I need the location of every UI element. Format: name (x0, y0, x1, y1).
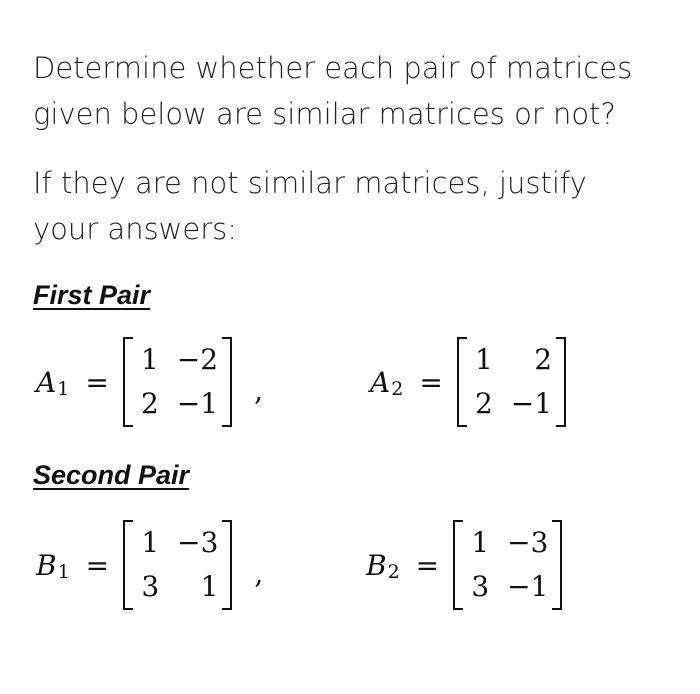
left-bracket (123, 337, 133, 427)
matrix-subscript: 1 (57, 561, 70, 583)
right-bracket (556, 337, 566, 427)
right-bracket (552, 520, 562, 610)
matrix-cell: −1 (507, 570, 549, 603)
matrix-cell: −1 (176, 387, 219, 420)
question-text: Determine whether each pair of matrices given below are similar matrices or not? (33, 51, 633, 131)
equals-sign: = (419, 365, 443, 399)
matrix-variable: B (366, 548, 387, 582)
matrix-cell: −3 (177, 526, 219, 559)
first-pair-heading: First Pair (33, 280, 151, 310)
left-bracket (453, 520, 463, 610)
matrix-equation-b1 (36, 515, 263, 615)
left-bracket (123, 520, 133, 610)
second-pair-heading: Second Pair (33, 460, 190, 490)
right-bracket (222, 520, 232, 610)
equals-sign: = (85, 365, 109, 399)
equals-sign: = (85, 548, 110, 582)
matrix-cell: 1 (471, 526, 490, 559)
matrix-variable: B (36, 548, 57, 582)
left-bracket (457, 337, 467, 427)
matrix-equation-b2 (366, 515, 562, 615)
second-pair-row (0, 515, 700, 615)
matrix-cell: −2 (176, 343, 219, 376)
matrix-cell: −1 (510, 387, 553, 420)
matrix-subscript: 2 (391, 378, 404, 400)
matrix-cell: 3 (141, 570, 160, 603)
matrix-a2 (457, 335, 566, 429)
matrix-equation-a1 (36, 332, 263, 432)
matrix-cell: 2 (474, 387, 493, 420)
matrix-b1 (123, 518, 232, 612)
instruction-text: If they are not similar matrices, justify your answers: (33, 166, 587, 246)
matrix-cell: 1 (200, 570, 219, 603)
matrix-cell: −3 (507, 526, 549, 559)
matrix-a1 (123, 335, 232, 429)
matrix-subscript: 2 (387, 561, 400, 583)
right-bracket (222, 337, 232, 427)
matrix-b2 (453, 518, 562, 612)
matrix-variable: A (370, 365, 391, 399)
matrix-cell: 1 (141, 526, 160, 559)
first-pair-row (0, 332, 700, 432)
matrix-cell: 3 (471, 570, 490, 603)
matrix-cell: 1 (140, 343, 159, 376)
matrix-cell: 2 (534, 343, 553, 376)
comma: , (254, 373, 263, 407)
matrix-variable: A (36, 365, 57, 399)
comma: , (254, 556, 264, 590)
matrix-equation-a2 (370, 332, 566, 432)
matrix-cell: 2 (140, 387, 159, 420)
equals-sign: = (415, 548, 440, 582)
matrix-subscript: 1 (57, 378, 70, 400)
matrix-cell: 1 (474, 343, 493, 376)
